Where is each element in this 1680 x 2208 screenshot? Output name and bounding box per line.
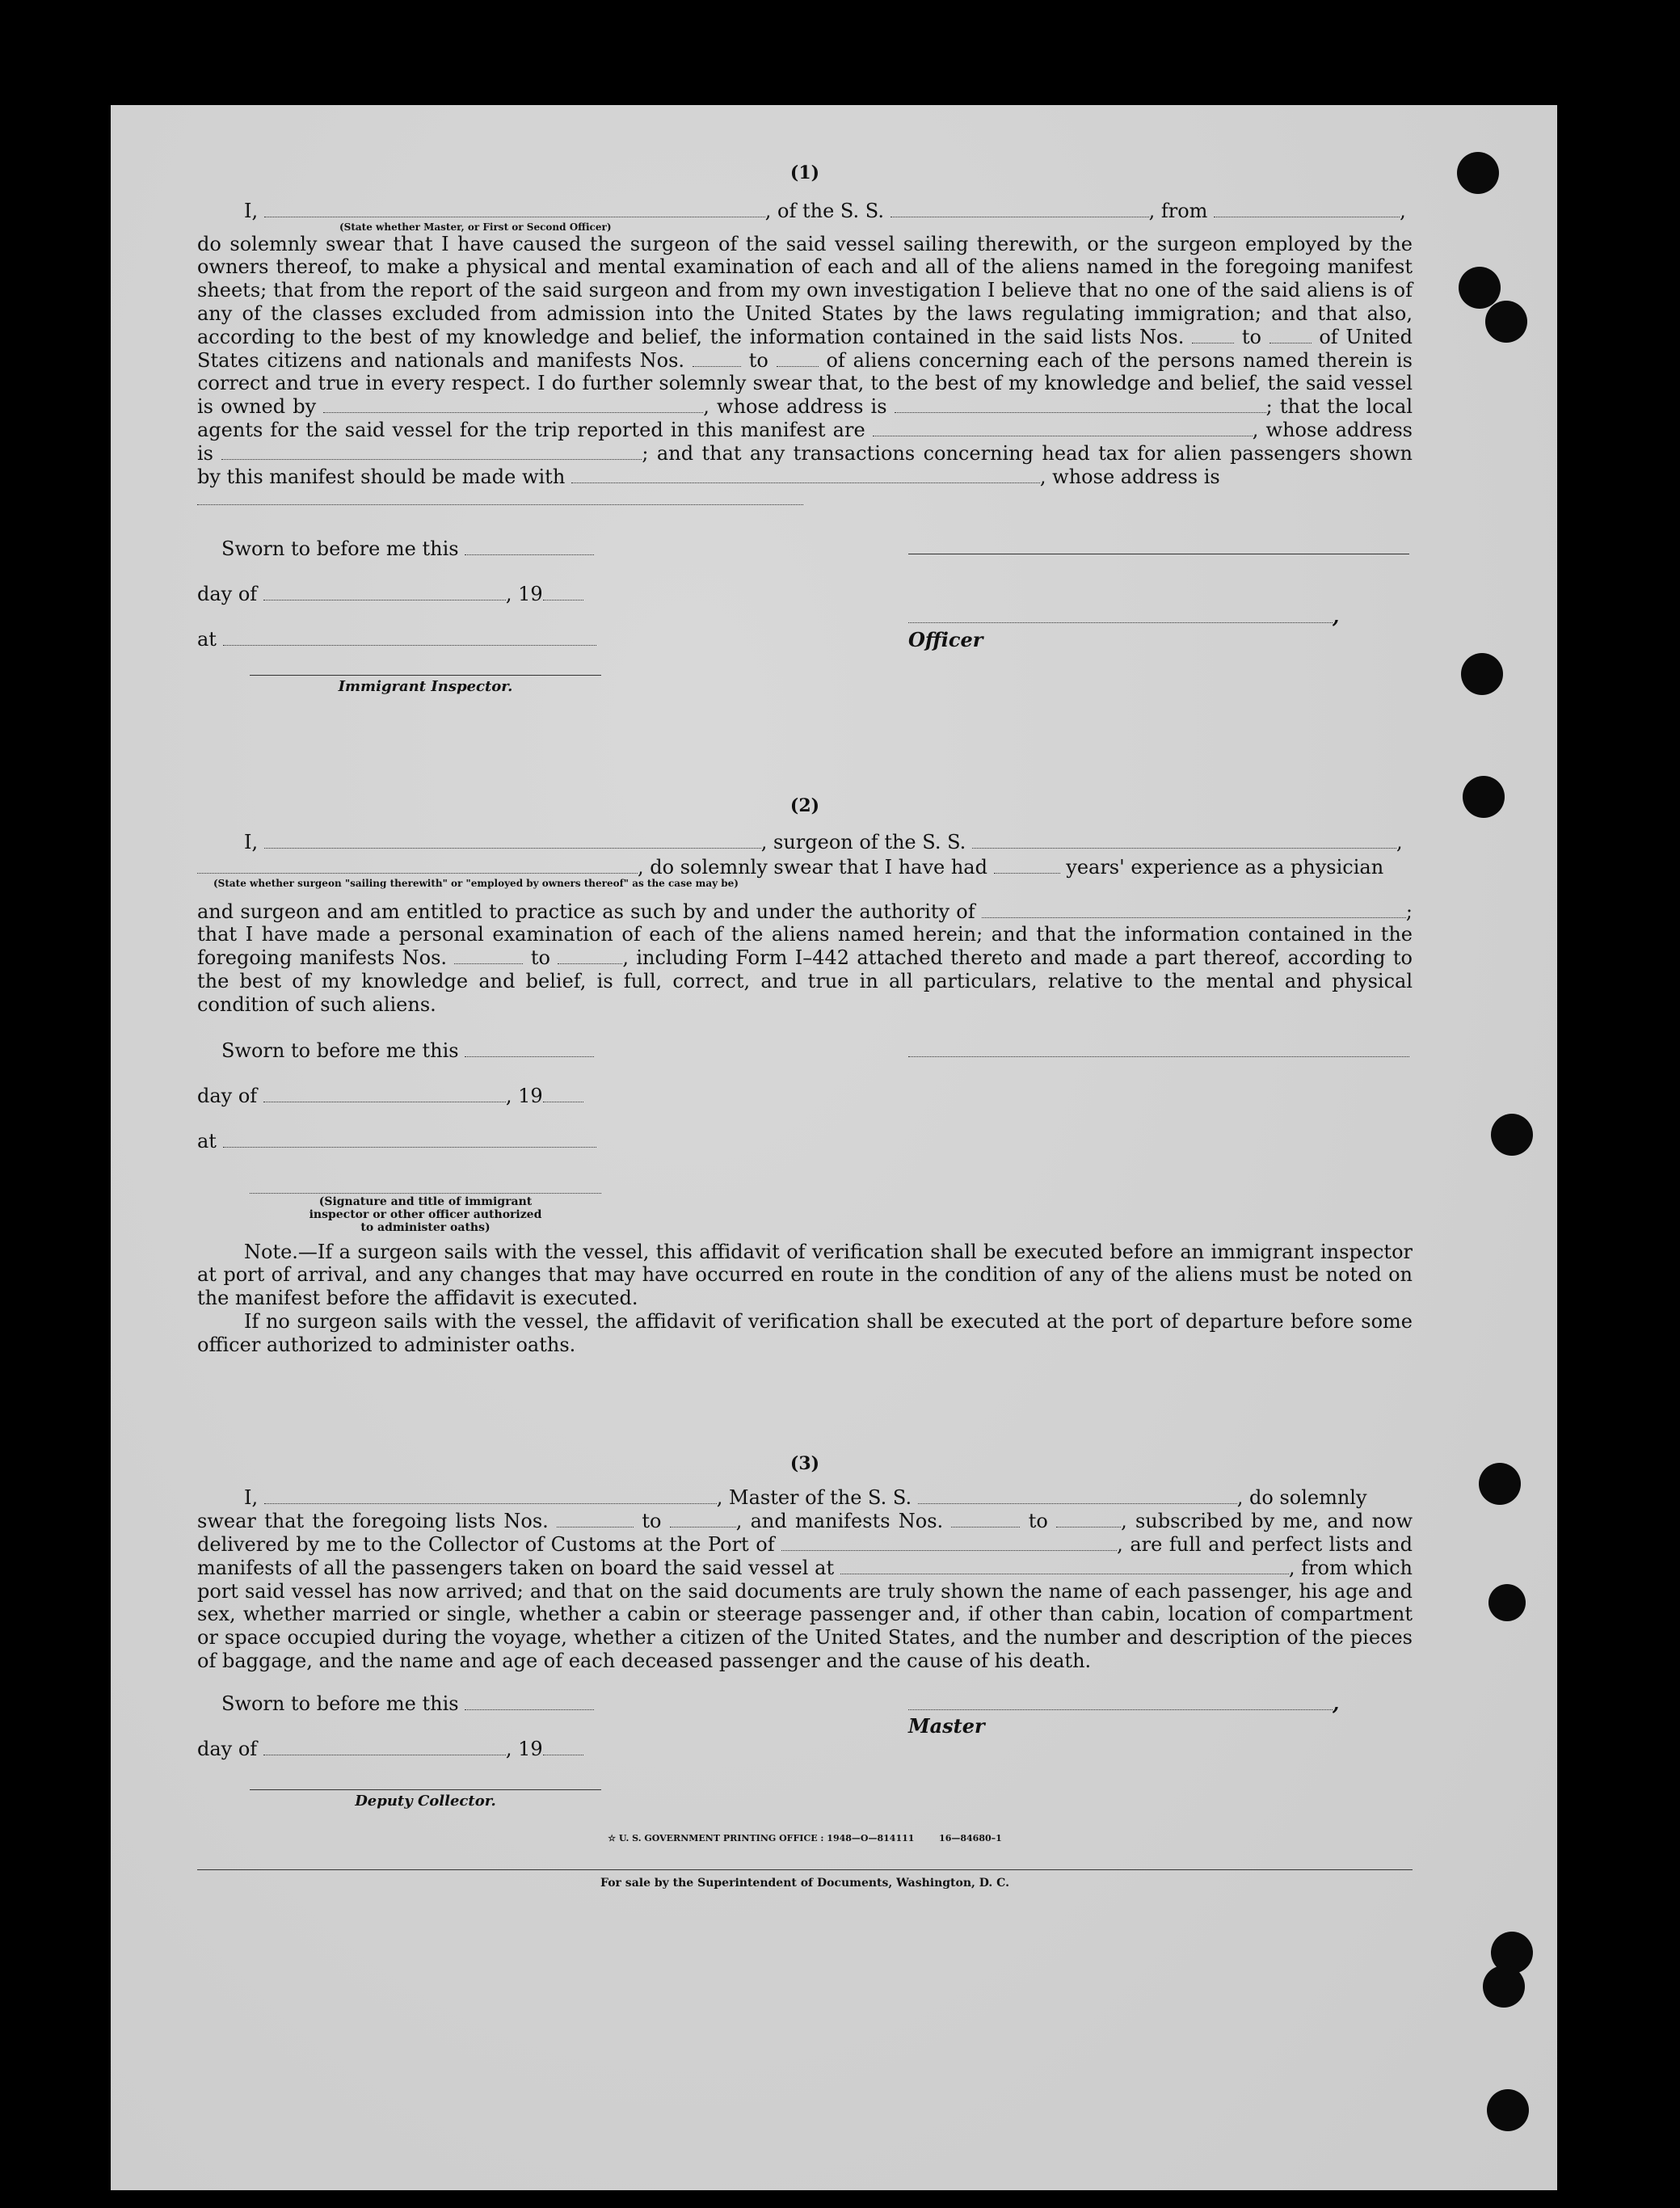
head-tax-agent-field[interactable] xyxy=(571,468,1040,483)
sworn-date-field[interactable] xyxy=(465,1695,594,1710)
agents-address-field[interactable] xyxy=(221,445,642,460)
punch-hole xyxy=(1485,301,1527,343)
punch-hole xyxy=(1461,653,1503,695)
deputy-signature: Deputy Collector. xyxy=(250,1788,601,1814)
surgeon-signature-field[interactable] xyxy=(908,1042,1409,1057)
punch-hole xyxy=(1483,1966,1525,2008)
section1-body: do solemnly swear that I have caused the surgeon of the said vessel sailing therewith, or the surgeon employed by the owners thereof, to make a physical and mental examination of each and all of the aliens named in the foregoing manifest sheets; that from the report of the said surgeon and from my own investigation I believe that no one of the said aliens is of any of the classes excluded from admission into the United States by the laws regulating immigration; and that also, according to the best of my knowledge and belief, the information contained in the said lists Nos. to of United States citizens and nationals and manifests Nos. to of aliens concerning each of the persons named therein is correct and true in every respect. I do further solemnly swear that, to the best of my knowledge and belief, the said vessel is owned by , whose address is ; that the local agents for the said vessel for the trip reported in this manifest are , whose address is ; and that any transactions concerning head tax for alien passengers shown by this manifest should be made with , whose address is xyxy=(197,232,1413,488)
master-vessel-field[interactable] xyxy=(918,1489,1237,1504)
day-row: day of , 19 xyxy=(197,1738,1413,1783)
official-signature-line[interactable] xyxy=(250,1178,601,1194)
officer-hint: (State whether Master, or First or Second Officer) xyxy=(339,221,612,233)
manifests-from-field[interactable] xyxy=(951,1512,1020,1527)
surgeon-type-field[interactable] xyxy=(197,858,638,874)
at-row: at xyxy=(197,1130,1413,1175)
sworn-row: Sworn to before me this xyxy=(197,537,1413,583)
sworn-date-field[interactable] xyxy=(465,540,594,555)
master-signature-field[interactable] xyxy=(908,1695,1333,1710)
surgeon-name-field[interactable] xyxy=(264,833,761,849)
day-of-field[interactable] xyxy=(263,585,506,600)
authority-field[interactable] xyxy=(982,903,1406,918)
punch-hole xyxy=(1491,1114,1533,1156)
experience-line: , do solemnly swear that I have had years' experience as a physician xyxy=(197,856,1413,879)
day-row: day of , 19 xyxy=(197,1085,1413,1130)
year-field[interactable] xyxy=(543,1740,583,1755)
printing-office-line: ☆ U. S. GOVERNMENT PRINTING OFFICE : 1948—O—814111 16—84680–1 xyxy=(608,1833,1002,1844)
section-number: (1) xyxy=(789,162,820,183)
punch-hole xyxy=(1488,1584,1526,1621)
master-name-field[interactable] xyxy=(264,1489,717,1504)
officer-field[interactable] xyxy=(264,202,765,217)
at-place-field[interactable] xyxy=(223,1132,596,1148)
year-field[interactable] xyxy=(543,585,583,600)
lists-from-field[interactable] xyxy=(557,1512,634,1527)
section-number: (2) xyxy=(789,795,820,817)
manifests-to-field[interactable] xyxy=(777,352,819,367)
local-agents-field[interactable] xyxy=(873,421,1253,436)
surgeon-line: I, , surgeon of the S. S. , xyxy=(244,830,1403,853)
manifests-from-field[interactable] xyxy=(454,949,523,964)
section-number: (3) xyxy=(789,1452,820,1474)
manifests-from-field[interactable] xyxy=(693,352,741,367)
sworn-row: Sworn to before me this , Master xyxy=(221,1691,1340,1738)
day-of-field[interactable] xyxy=(263,1740,506,1755)
manifests-to-field[interactable] xyxy=(1056,1512,1121,1527)
departure-port-field[interactable] xyxy=(840,1559,1289,1574)
note-2: If no surgeon sails with the vessel, the affidavit of verification shall be executed at the port of departure before some officer authorized to administer oaths. xyxy=(197,1309,1413,1356)
affidavit-form xyxy=(197,162,1413,1890)
inspector-signature: Immigrant Inspector. xyxy=(250,673,601,699)
official-signature: (Signature and title of immigrant inspector or other officer authorized to administer oaths) xyxy=(250,1178,601,1234)
footer-rule xyxy=(197,1869,1413,1870)
punch-hole xyxy=(1457,152,1499,194)
lists-to-field[interactable] xyxy=(670,1512,736,1527)
master-swear-line: I, , Master of the S. S. , do solemnly xyxy=(244,1486,1367,1510)
port-field[interactable] xyxy=(781,1536,1117,1551)
section2-body: and surgeon and am entitled to practice as such by and under the authority of ; that I have made a personal examination of each of the aliens named herein; and that the information contained in the foregoing manifests Nos. to , including Form I–442 attached thereto and made a part thereof, according to the best of my knowledge and belief, is full, correct, and true in all particulars, relative to the mental and physical condition of such aliens. xyxy=(197,900,1413,1016)
punch-hole xyxy=(1463,776,1505,818)
surgeon-vessel-field[interactable] xyxy=(972,833,1396,849)
sworn-row: Sworn to before me this xyxy=(197,1039,1413,1085)
owner-address-field[interactable] xyxy=(895,398,1266,413)
years-field[interactable] xyxy=(994,858,1060,874)
day-row: day of , 19 , Officer xyxy=(197,583,1340,652)
sale-notice: For sale by the Superintendent of Documents, Washington, D. C. xyxy=(600,1877,1009,1890)
punch-hole xyxy=(1479,1463,1521,1505)
lists-to-field[interactable] xyxy=(1269,328,1312,343)
section3-body: swear that the foregoing lists Nos. to , and manifests Nos. to , subscribed by me, and now delivered by me to the Collector of Customs at the Port of , are full and perfect lists and manifests of all the passengers taken on board the said vessel at , from which port said vessel has now arrived; and that on the said documents are truly shown the name of each passenger, his age and sex, whether married or single, whether a cabin or steerage passenger and, if other than cabin, location of compartment or space occupied during the voyage, whether a citizen of the United States, and the number and description of the pieces of baggage, and the name and age of each deceased passenger and the cause of his death. xyxy=(197,1510,1413,1672)
from-port-field[interactable] xyxy=(1214,202,1400,217)
officer-signature-field[interactable] xyxy=(908,608,1333,623)
punch-hole xyxy=(1459,267,1501,309)
punch-hole xyxy=(1487,2089,1529,2131)
year-field[interactable] xyxy=(543,1087,583,1102)
head-tax-address-field[interactable] xyxy=(197,490,803,505)
vessel-name-field[interactable] xyxy=(891,202,1149,217)
at-row: at xyxy=(197,628,1413,673)
sworn-date-field[interactable] xyxy=(465,1042,594,1057)
note-1: Note.—If a surgeon sails with the vessel, this affidavit of verification shall be executed before an immigrant inspector at port of arrival, and any changes that may have occurred en route in the condition of any of the aliens must be noted on the manifest before the affidavit is executed. xyxy=(197,1240,1413,1310)
at-place-field[interactable] xyxy=(223,630,596,646)
lists-from-field[interactable] xyxy=(1192,328,1234,343)
surgeon-hint: (State whether surgeon "sailing therewith" or "employed by owners thereof" as the case may be) xyxy=(213,877,739,889)
day-of-field[interactable] xyxy=(263,1087,506,1102)
master-line: I, , of the S. S. , from , xyxy=(244,199,1406,222)
signature-line[interactable] xyxy=(908,552,1409,554)
owner-field[interactable] xyxy=(323,398,703,413)
manifests-to-field[interactable] xyxy=(558,949,622,964)
